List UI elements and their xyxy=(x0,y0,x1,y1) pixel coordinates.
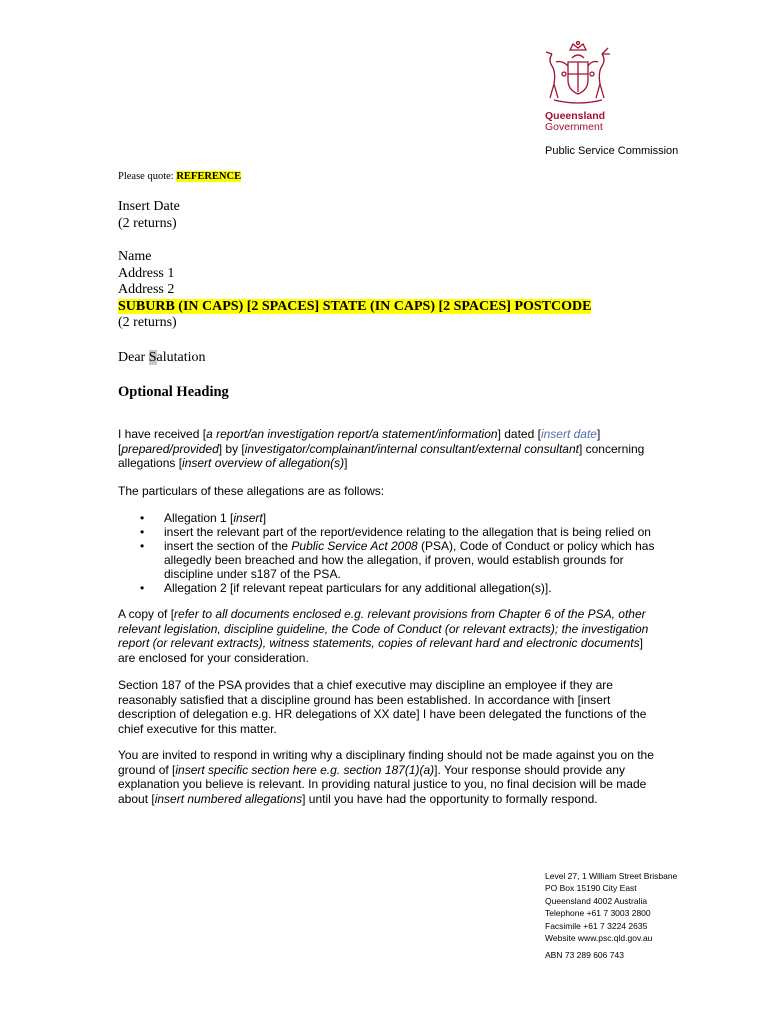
organisation-name: Public Service Commission xyxy=(545,145,679,157)
quote-reference xyxy=(118,171,241,182)
list-item: • Allegation 1 [insert] xyxy=(118,511,698,525)
salutation[interactable] xyxy=(118,350,206,366)
paragraph-copy-enclosed: A copy of [refer to all documents enclosed e.g. relevant provisions from Chapter 6 of the PSA, other relevant legislation, discipline guideline, the Code of Conduct (or relevant extracts); the investigation report (or relevant extracts), witness statements, copies of relevant hard and electronic documents] are enclosed for your consideration. xyxy=(118,607,649,665)
allegations-list xyxy=(118,511,698,595)
reference-field[interactable]: REFERENCE xyxy=(176,171,242,182)
list-item: • insert the relevant part of the report/evidence relating to the allegation that is being relied on xyxy=(118,525,698,539)
coat-of-arms-icon xyxy=(540,40,616,110)
paragraph-particulars: The particulars of these allegations are as follows: xyxy=(118,484,385,498)
logo-name-line1: Queensland xyxy=(545,110,606,122)
footer-website[interactable]: Website www.psc.qld.gov.au xyxy=(545,933,653,944)
queensland-government-logo xyxy=(540,40,616,132)
date-block xyxy=(118,199,180,232)
list-item: • insert the section of the Public Service Act 2008 (PSA), Code of Conduct or policy which has allegedly been breached and how the allegation, if proven, would establish grounds for discipline under s187 of the PSA. xyxy=(118,539,698,581)
salutation-cursor-mark: S xyxy=(148,350,157,365)
address-returns-note: (2 returns) xyxy=(118,315,177,330)
footer-contact xyxy=(545,870,677,944)
footer-facsimile: Facsimile +61 7 3224 2635 xyxy=(545,920,648,931)
date-field[interactable]: Insert Date xyxy=(118,199,180,214)
footer-state: Queensland 4002 Australia xyxy=(545,895,648,906)
salutation-prefix: Dear xyxy=(118,350,149,365)
footer-po-box: PO Box 15190 City East xyxy=(545,883,637,894)
paragraph-section-187: Section 187 of the PSA provides that a chief executive may discipline an employee if they are reasonably satisfied that a discipline ground has been established. In accordance with [insert description of delegation e.g. HR delegations of XX date] I have been delegated the functions of the chief executive for this matter. xyxy=(118,678,647,736)
salutation-rest: alutation xyxy=(156,350,206,365)
address-line-2[interactable]: Address 2 xyxy=(118,282,175,297)
paragraph-invitation: You are invited to respond in writing why a disciplinary finding should not be made against you on the ground of [insert specific section here e.g. section 187(1)(a)]. Your response should provide any explanation you believe is relevant. In providing natural justice to you, no final decision will be made about [insert numbered allegations] until you have had the opportunity to formally respond. xyxy=(118,748,654,806)
footer-address: Level 27, 1 William Street Brisbane xyxy=(545,871,678,881)
logo-name-line2: Government xyxy=(545,121,603,133)
suburb-state-postcode[interactable]: SUBURB (IN CAPS) [2 SPACES] STATE (IN CAPS) [2 SPACES] POSTCODE xyxy=(118,298,592,314)
address-block xyxy=(118,249,591,332)
footer-telephone: Telephone +61 7 3003 2800 xyxy=(545,908,651,919)
optional-heading: Optional Heading xyxy=(118,384,229,400)
recipient-name[interactable]: Name xyxy=(118,249,152,264)
paragraph-received: I have received [a report/an investigation report/a statement/information] dated [insert date] [prepared/provided] by [investigator/complainant/internal consultant/external consultant] concerning allegations [insert overview of allegation(s)] xyxy=(118,427,645,470)
footer-abn: ABN 73 289 606 743 xyxy=(545,950,624,960)
address-line-1[interactable]: Address 1 xyxy=(118,265,175,281)
list-item: • Allegation 2 [if relevant repeat particulars for any additional allegation(s)]. xyxy=(118,581,698,595)
insert-date-field[interactable]: insert date xyxy=(540,427,597,441)
quote-label: Please quote: xyxy=(118,171,177,182)
date-returns-note: (2 returns) xyxy=(118,215,177,231)
